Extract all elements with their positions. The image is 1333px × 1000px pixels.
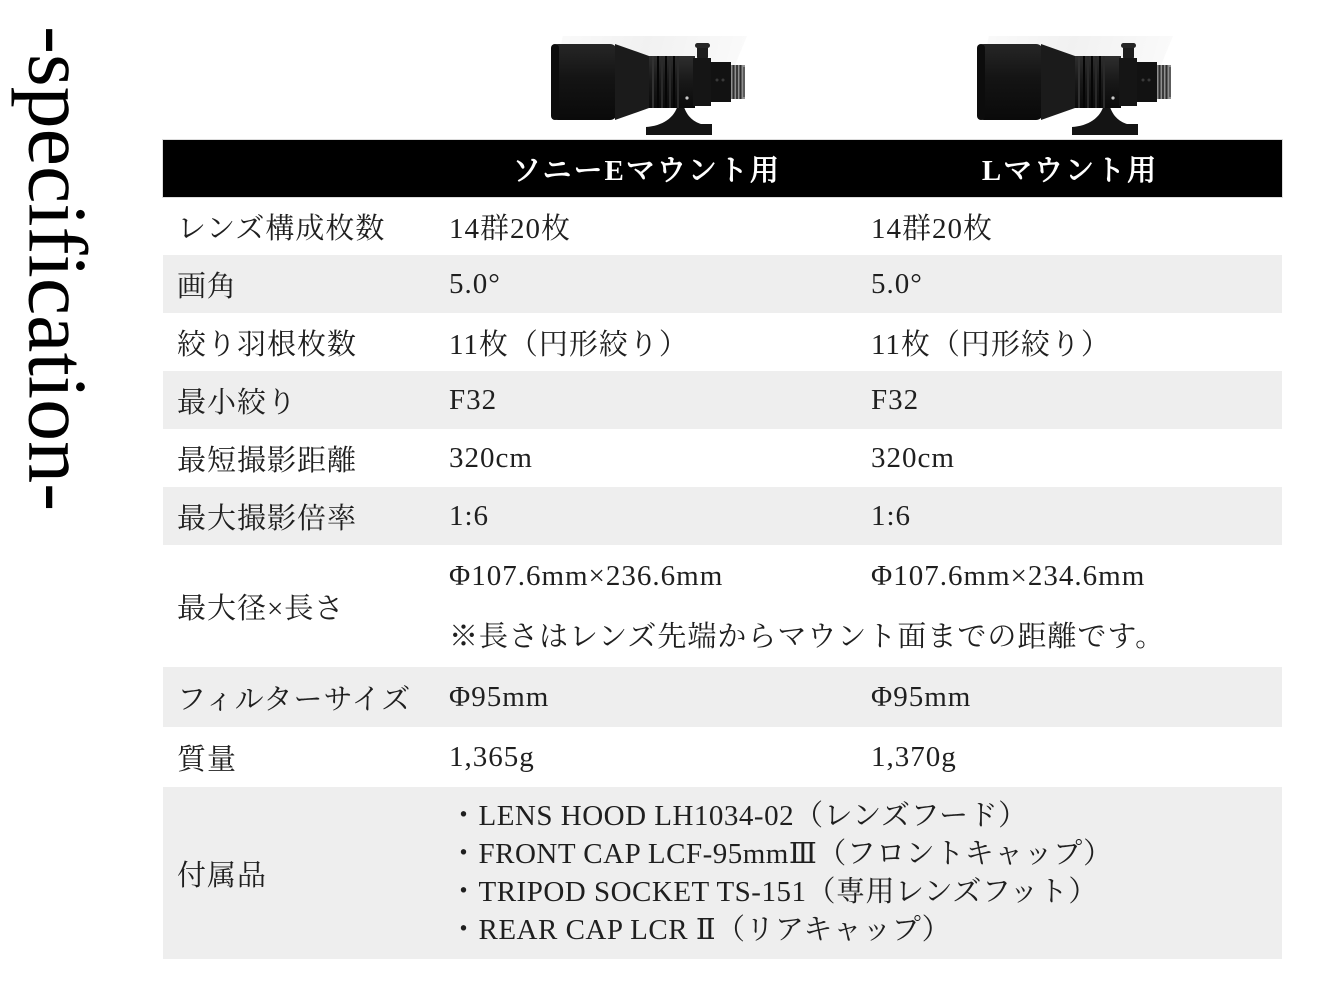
accessory-item: ・REAR CAP LCR Ⅱ（リアキャップ） [449,914,952,946]
spec-value: 320cm [871,441,955,474]
spec-value: Φ95mm [449,680,550,713]
spec-row-accessories [163,787,1282,959]
spec-value: Φ107.6mm×234.6mm [871,560,1146,592]
spec-row-diaphragm-blades [163,313,1282,371]
spec-row-minimum-focusing-distance [163,429,1282,487]
row-label: 質量 [177,743,238,776]
spec-value: 320cm [449,441,533,474]
spec-value: Φ95mm [871,680,972,713]
row-label: 絞り羽根枚数 [177,328,358,361]
row-label: 付属品 [177,859,268,892]
row-label: 最大径×長さ [177,592,345,625]
accessory-item: ・LENS HOOD LH1034-02（レンズフード） [449,800,1028,832]
telephoto-lens-icon [975,36,1175,141]
spec-value: 14群20枚 [871,212,994,245]
spec-value: 14群20枚 [449,212,572,245]
spec-value: 1,370g [871,740,957,773]
dimensions-note: ※長さはレンズ先端からマウント面までの距離です。 [449,621,1166,653]
spec-row-minimum-aperture [163,371,1282,429]
row-label: フィルターサイズ [177,683,412,716]
spec-row-filter-size [163,667,1282,727]
accessories-list [435,787,1282,959]
spec-value: 5.0° [871,267,923,300]
row-label: レンズ構成枚数 [177,212,386,245]
spec-value: 11枚（円形絞り） [449,328,689,361]
table-header-row [163,140,1282,197]
page-title: -specification- [10,26,104,512]
row-label: 画角 [177,270,238,303]
lens-photo-l-mount [975,36,1175,141]
spec-value: F32 [871,383,920,416]
spec-value: 1:6 [449,499,490,532]
column-header-sony-e-mount: ソニーEマウント用 [512,155,781,187]
spec-row-dimensions [163,545,1282,667]
spec-row-maximum-magnification [163,487,1282,545]
row-label: 最小絞り [177,386,298,419]
specification-table [163,140,1282,959]
row-label: 最短撮影距離 [177,444,358,477]
spec-value: Φ107.6mm×236.6mm [449,560,724,592]
spec-value: 11枚（円形絞り） [871,328,1111,361]
dimensions-values [435,545,1282,667]
row-label: 最大撮影倍率 [177,502,358,535]
accessory-item: ・TRIPOD SOCKET TS-151（専用レンズフット） [449,876,1098,908]
spec-row-weight [163,727,1282,787]
column-header-l-mount: Lマウント用 [981,155,1159,187]
spec-row-angle-of-view [163,255,1282,313]
lens-photo-sony-e [549,36,749,141]
telephoto-lens-icon [549,36,749,141]
spec-row-lens-construction [163,197,1282,255]
spec-value: 1,365g [449,740,535,773]
spec-value: 1:6 [871,499,912,532]
accessory-item: ・FRONT CAP LCF-95mmⅢ（フロントキャップ） [449,838,1113,870]
spec-value: F32 [449,383,498,416]
spec-value: 5.0° [449,267,501,300]
